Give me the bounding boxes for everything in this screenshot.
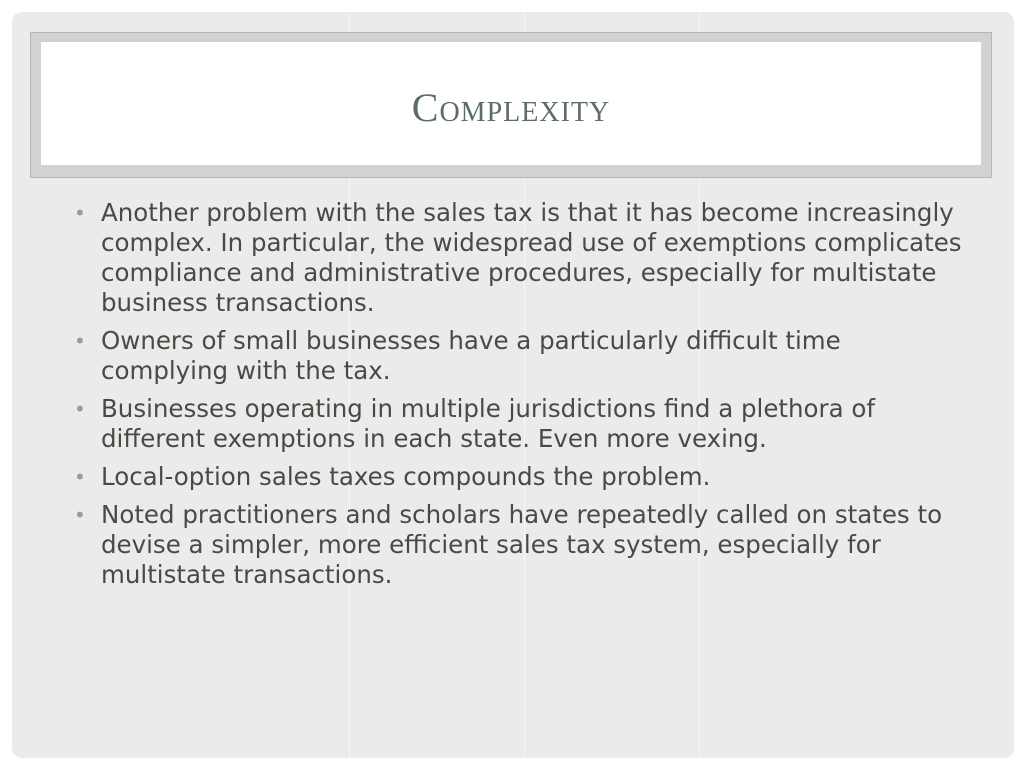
title-frame bbox=[30, 32, 992, 178]
bullet-list bbox=[72, 198, 972, 598]
bullet-dot-icon: • bbox=[74, 503, 86, 527]
bullet-text: Local-option sales taxes compounds the problem. bbox=[101, 462, 711, 491]
bullet-item bbox=[72, 198, 972, 318]
slide bbox=[12, 12, 1014, 758]
bullet-dot-icon: • bbox=[74, 201, 86, 225]
bullet-dot-icon: • bbox=[74, 397, 86, 421]
bullet-item bbox=[72, 462, 972, 492]
bullet-item bbox=[72, 394, 972, 454]
bullet-text: Businesses operating in multiple jurisdictions find a plethora of different exemptions in each state. Even more vexing. bbox=[101, 394, 876, 453]
bullet-dot-icon: • bbox=[74, 329, 86, 353]
bullet-item bbox=[72, 326, 972, 386]
bullet-text: Another problem with the sales tax is that it has become increasingly complex. In particular, the widespread use of exemptions complicates compliance and administrative procedures, especially for multistate business transactions. bbox=[101, 198, 962, 317]
title-box bbox=[41, 42, 981, 165]
bullet-text: Noted practitioners and scholars have repeatedly called on states to devise a simpler, more efficient sales tax system, especially for multistate transactions. bbox=[101, 500, 943, 589]
bullet-text: Owners of small businesses have a particularly difficult time complying with the tax. bbox=[101, 326, 841, 385]
bullet-dot-icon: • bbox=[74, 465, 86, 489]
slide-title: Complexity bbox=[411, 85, 611, 130]
bullet-item bbox=[72, 500, 972, 590]
